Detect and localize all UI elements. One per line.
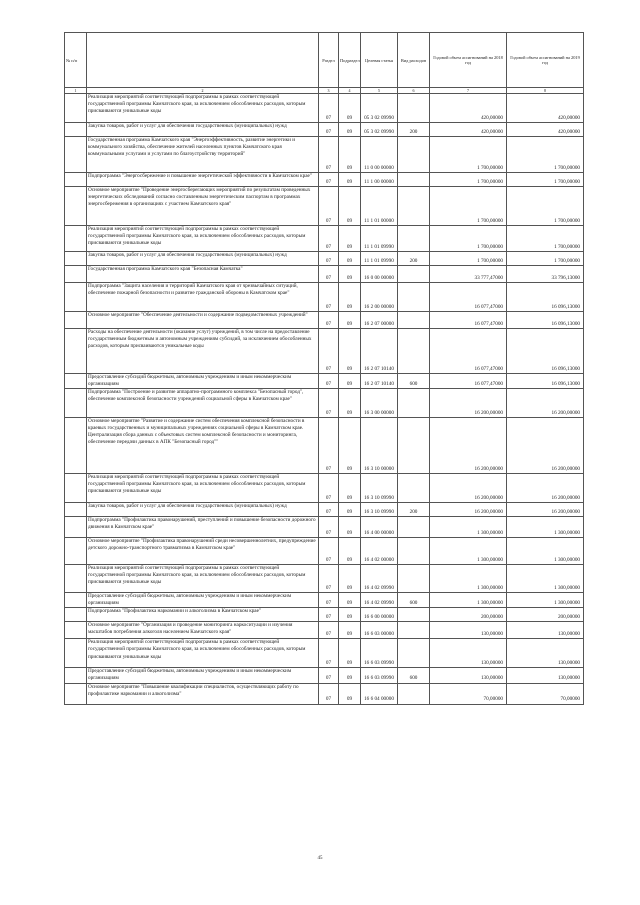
row-number-cell xyxy=(65,418,87,474)
row-name: Реализация мероприятий соответствующей подпрограммы в рамках соответствующей государственной программы Камчатского края, за исключением обособленных расходов, которым присваиваются уникальные коды xyxy=(87,94,319,123)
row-section: 07 xyxy=(319,283,339,312)
row-name: Основное мероприятие "Проведение энергосберегающих мероприятий по результатам проведенных энергетических обследований согласно составленным энергетическим паспортам в программах энергосбережения в организациях с участием Камчатского края" xyxy=(87,187,319,226)
row-name: Подпрограмма "Защита населения и территорий Камчатского края от чрезвычайных ситуаций, обеспечение пожарной безопасности и развитие гражданской обороны в Камчатском крае" xyxy=(87,283,319,312)
row-volume-2019: 130,00000 xyxy=(507,639,584,668)
row-section: 07 xyxy=(319,474,339,503)
row-target-article: 16 4 02 09990 xyxy=(361,593,398,608)
row-volume-2019: 16 200,00000 xyxy=(507,389,584,418)
row-name: Подпрограмма "Профилактика правонарушений, преступлений и повышение безопасности дорожного движения в Камчатском крае" xyxy=(87,517,319,538)
row-target-article: 16 0 00 00000 xyxy=(361,266,398,283)
row-section: 07 xyxy=(319,312,339,329)
row-volume-2019: 420,00000 xyxy=(507,123,584,137)
row-number-cell xyxy=(65,517,87,538)
row-number-cell xyxy=(65,266,87,283)
row-number-cell xyxy=(65,252,87,266)
row-target-article: 05 3 02 09990 xyxy=(361,123,398,137)
row-target-article: 16 2 00 00000 xyxy=(361,283,398,312)
table-row xyxy=(65,252,584,266)
row-name: Реализация мероприятий соответствующей подпрограммы в рамках соответствующей государственной программы Камчатского края, за исключением обособленных расходов, которым присваиваются уникальные коды xyxy=(87,474,319,503)
column-number: 3 xyxy=(319,88,339,94)
row-volume-2019: 1 700,00000 xyxy=(507,137,584,173)
row-volume-2018: 1 300,00000 xyxy=(430,538,507,565)
row-subsection: 09 xyxy=(339,565,361,593)
row-expense-type: 200 xyxy=(398,123,430,137)
row-volume-2018: 420,00000 xyxy=(430,94,507,123)
row-number-cell xyxy=(65,503,87,517)
row-subsection: 09 xyxy=(339,389,361,418)
row-name: Основное мероприятие "Развитие и содержание систем обеспечения комплексной безопасности в краевых государственных и муниципальных учреждениях социальной сферы в Камчатском крае. Централизация сбора данных с объектовых систем комплексной безопасности и мониторинга, обеспечение передачи данных в АПК "Безопасный город"" xyxy=(87,418,319,474)
row-volume-2018: 1 300,00000 xyxy=(430,565,507,593)
row-subsection: 09 xyxy=(339,622,361,639)
row-section: 07 xyxy=(319,503,339,517)
row-volume-2018: 420,00000 xyxy=(430,123,507,137)
row-target-article: 16 3 10 09990 xyxy=(361,474,398,503)
row-number-cell xyxy=(65,608,87,622)
row-expense-type: 600 xyxy=(398,668,430,683)
row-section: 07 xyxy=(319,668,339,683)
column-number: 7 xyxy=(430,88,507,94)
row-volume-2019: 1 300,00000 xyxy=(507,565,584,593)
row-expense-type xyxy=(398,137,430,173)
header-volume-2018: Годовой объем ассигнований на 2018 год xyxy=(430,33,507,88)
row-volume-2019: 130,00000 xyxy=(507,668,584,683)
row-volume-2018: 16 200,00000 xyxy=(430,389,507,418)
row-volume-2018: 1 700,00000 xyxy=(430,137,507,173)
row-volume-2019: 420,00000 xyxy=(507,94,584,123)
row-expense-type xyxy=(398,329,430,374)
table-row xyxy=(65,173,584,187)
row-expense-type xyxy=(398,565,430,593)
table-row xyxy=(65,503,584,517)
row-section: 07 xyxy=(319,622,339,639)
header-volume-2019: Годовой объем ассигнований на 2019 год xyxy=(507,33,584,88)
row-expense-type: 600 xyxy=(398,374,430,389)
row-target-article: 16 2 07 00000 xyxy=(361,312,398,329)
table-row xyxy=(65,683,584,704)
row-section: 07 xyxy=(319,94,339,123)
row-number-cell xyxy=(65,639,87,668)
table-row xyxy=(65,474,584,503)
row-number-cell xyxy=(65,374,87,389)
row-expense-type xyxy=(398,538,430,565)
row-expense-type xyxy=(398,94,430,123)
row-number-cell xyxy=(65,329,87,374)
row-number-cell xyxy=(65,187,87,226)
row-subsection: 09 xyxy=(339,418,361,474)
table-row xyxy=(65,593,584,608)
table-row xyxy=(65,266,584,283)
row-expense-type: 200 xyxy=(398,252,430,266)
table-row xyxy=(65,226,584,252)
row-expense-type: 200 xyxy=(398,503,430,517)
row-number-cell xyxy=(65,622,87,639)
table-row xyxy=(65,389,584,418)
row-volume-2019: 70,00000 xyxy=(507,683,584,704)
row-volume-2019: 16 096,13000 xyxy=(507,312,584,329)
table-row xyxy=(65,622,584,639)
row-number-cell xyxy=(65,593,87,608)
row-section: 07 xyxy=(319,639,339,668)
row-expense-type xyxy=(398,173,430,187)
row-volume-2018: 130,00000 xyxy=(430,622,507,639)
row-subsection: 09 xyxy=(339,283,361,312)
table-row xyxy=(65,517,584,538)
row-volume-2018: 130,00000 xyxy=(430,639,507,668)
row-subsection: 09 xyxy=(339,173,361,187)
row-subsection: 09 xyxy=(339,608,361,622)
row-subsection: 09 xyxy=(339,517,361,538)
row-name: Предоставление субсидий бюджетным, автономным учреждениям и иным некоммерческим организациям xyxy=(87,593,319,608)
table-row xyxy=(65,668,584,683)
row-subsection: 09 xyxy=(339,593,361,608)
row-volume-2018: 16 077,47000 xyxy=(430,329,507,374)
row-name: Подпрограмма "Энергосбережение и повышение энергетической эффективности в Камчатском крае" xyxy=(87,173,319,187)
row-expense-type xyxy=(398,622,430,639)
row-subsection: 09 xyxy=(339,266,361,283)
row-number-cell xyxy=(65,283,87,312)
row-target-article: 05 3 02 09990 xyxy=(361,94,398,123)
table-header-row xyxy=(65,33,584,88)
row-number-cell xyxy=(65,312,87,329)
row-expense-type xyxy=(398,639,430,668)
row-target-article: 16 3 10 00000 xyxy=(361,418,398,474)
row-number-cell xyxy=(65,668,87,683)
row-subsection: 09 xyxy=(339,226,361,252)
table-row xyxy=(65,94,584,123)
column-number: 1 xyxy=(65,88,87,94)
row-number-cell xyxy=(65,173,87,187)
row-name: Закупка товаров, работ и услуг для обеспечения государственных (муниципальных) нужд xyxy=(87,252,319,266)
row-subsection: 09 xyxy=(339,329,361,374)
table-row xyxy=(65,565,584,593)
row-name: Реализация мероприятий соответствующей подпрограммы в рамках соответствующей государственной программы Камчатского края, за исключением обособленных расходов, которым присваиваются уникальные коды xyxy=(87,639,319,668)
row-expense-type xyxy=(398,474,430,503)
row-name: Государственная программа Камчатского края "Безопасная Камчатка" xyxy=(87,266,319,283)
row-target-article: 16 6 03 09990 xyxy=(361,668,398,683)
header-section: Раздел xyxy=(319,33,339,88)
row-subsection: 09 xyxy=(339,123,361,137)
row-expense-type xyxy=(398,266,430,283)
row-section: 07 xyxy=(319,608,339,622)
row-expense-type xyxy=(398,517,430,538)
row-expense-type xyxy=(398,389,430,418)
row-section: 07 xyxy=(319,374,339,389)
column-number: 4 xyxy=(339,88,361,94)
row-expense-type xyxy=(398,608,430,622)
row-volume-2018: 1 700,00000 xyxy=(430,173,507,187)
row-number-cell xyxy=(65,474,87,503)
row-target-article: 16 6 04 00000 xyxy=(361,683,398,704)
table-row xyxy=(65,283,584,312)
row-target-article: 16 4 02 09990 xyxy=(361,565,398,593)
row-volume-2018: 33 777,47000 xyxy=(430,266,507,283)
row-subsection: 09 xyxy=(339,374,361,389)
row-target-article: 11 1 01 00000 xyxy=(361,187,398,226)
page-number: 45 xyxy=(317,856,323,861)
row-target-article: 11 1 00 00000 xyxy=(361,173,398,187)
row-volume-2018: 16 077,47000 xyxy=(430,374,507,389)
row-expense-type xyxy=(398,683,430,704)
row-name: Основное мероприятие "Повышение квалификации специалистов, осуществляющих работу по профилактике наркомании и алкоголизма" xyxy=(87,683,319,704)
row-name: Основное мероприятие "Профилактика правонарушений среди несовершеннолетних, предупреждение детского дорожно-транспортного травматизма в Камчатском крае" xyxy=(87,538,319,565)
row-volume-2018: 1 300,00000 xyxy=(430,593,507,608)
row-section: 07 xyxy=(319,173,339,187)
row-volume-2019: 1 700,00000 xyxy=(507,252,584,266)
row-name: Предоставление субсидий бюджетным, автономным учреждениям и иным некоммерческим организациям xyxy=(87,668,319,683)
row-volume-2019: 16 200,00000 xyxy=(507,503,584,517)
row-volume-2019: 200,00000 xyxy=(507,608,584,622)
row-subsection: 09 xyxy=(339,668,361,683)
row-volume-2018: 130,00000 xyxy=(430,668,507,683)
row-number-cell xyxy=(65,137,87,173)
row-number-cell xyxy=(65,226,87,252)
row-target-article: 16 6 03 09990 xyxy=(361,639,398,668)
row-name: Закупка товаров, работ и услуг для обеспечения государственных (муниципальных) нужд xyxy=(87,503,319,517)
header-expense-type: Вид расходов xyxy=(398,33,430,88)
row-target-article: 16 4 00 00000 xyxy=(361,517,398,538)
row-expense-type xyxy=(398,283,430,312)
row-expense-type xyxy=(398,226,430,252)
row-subsection: 09 xyxy=(339,538,361,565)
row-section: 07 xyxy=(319,187,339,226)
row-number-cell xyxy=(65,683,87,704)
row-section: 07 xyxy=(319,137,339,173)
budget-table xyxy=(64,32,584,705)
row-name: Реализация мероприятий соответствующей подпрограммы в рамках соответствующей государственной программы Камчатского края, за исключением обособленных расходов, которым присваиваются уникальные коды xyxy=(87,226,319,252)
row-volume-2019: 1 700,00000 xyxy=(507,173,584,187)
table-row xyxy=(65,329,584,374)
row-name: Основное мероприятие "Организация и проведение мониторинга наркоситуации и изучения масштабов потребления алкоголя населением Камчатского края" xyxy=(87,622,319,639)
header-name xyxy=(87,33,319,88)
row-target-article: 11 0 00 00000 xyxy=(361,137,398,173)
table-row xyxy=(65,608,584,622)
table-row xyxy=(65,374,584,389)
row-target-article: 11 1 01 09990 xyxy=(361,252,398,266)
row-number-cell xyxy=(65,94,87,123)
row-target-article: 16 3 10 09990 xyxy=(361,503,398,517)
row-name: Подпрограмма "Построение и развитие аппаратно-программного комплекса "Безопасный город", обеспечение комплексной безопасности учреждений социальной сферы в Камчатском крае" xyxy=(87,389,319,418)
row-section: 07 xyxy=(319,252,339,266)
row-name: Предоставление субсидий бюджетным, автономным учреждениям и иным некоммерческим организациям xyxy=(87,374,319,389)
header-number: № п/п xyxy=(65,33,87,88)
header-target-article: Целевая статья xyxy=(361,33,398,88)
row-name: Закупка товаров, работ и услуг для обеспечения государственных (муниципальных) нужд xyxy=(87,123,319,137)
row-section: 07 xyxy=(319,226,339,252)
table-row xyxy=(65,418,584,474)
table-row xyxy=(65,538,584,565)
row-target-article: 11 1 01 09990 xyxy=(361,226,398,252)
row-target-article: 16 2 07 10140 xyxy=(361,374,398,389)
row-volume-2019: 16 200,00000 xyxy=(507,474,584,503)
table-body xyxy=(65,94,584,705)
row-subsection: 09 xyxy=(339,312,361,329)
row-subsection: 09 xyxy=(339,639,361,668)
budget-table-sheet xyxy=(64,32,583,705)
row-section: 07 xyxy=(319,266,339,283)
column-number: 8 xyxy=(507,88,584,94)
row-volume-2018: 16 200,00000 xyxy=(430,418,507,474)
row-section: 07 xyxy=(319,123,339,137)
row-volume-2018: 16 200,00000 xyxy=(430,503,507,517)
row-target-article: 16 3 00 00000 xyxy=(361,389,398,418)
row-target-article: 16 4 02 00000 xyxy=(361,538,398,565)
row-section: 07 xyxy=(319,593,339,608)
row-number-cell xyxy=(65,565,87,593)
header-subsection: Подраздел xyxy=(339,33,361,88)
table-row xyxy=(65,639,584,668)
row-number-cell xyxy=(65,538,87,565)
row-name: Основное мероприятие "Обеспечение деятельности и содержание подведомственных учреждений" xyxy=(87,312,319,329)
row-name: Расходы на обеспечение деятельности (оказание услуг) учреждений, в том числе на предоставление государственным бюджетным и автономным учреждениям субсидий, за исключением обособленных расходов, которым присваиваются уникальные коды xyxy=(87,329,319,374)
row-volume-2018: 1 700,00000 xyxy=(430,226,507,252)
row-subsection: 09 xyxy=(339,474,361,503)
row-target-article: 16 6 03 00000 xyxy=(361,622,398,639)
table-row xyxy=(65,137,584,173)
row-volume-2018: 70,00000 xyxy=(430,683,507,704)
row-section: 07 xyxy=(319,329,339,374)
row-target-article: 16 2 07 10140 xyxy=(361,329,398,374)
row-expense-type: 600 xyxy=(398,593,430,608)
row-volume-2019: 1 300,00000 xyxy=(507,538,584,565)
row-volume-2019: 16 096,13000 xyxy=(507,329,584,374)
column-number: 5 xyxy=(361,88,398,94)
row-section: 07 xyxy=(319,517,339,538)
row-volume-2018: 16 077,47000 xyxy=(430,283,507,312)
row-volume-2018: 1 700,00000 xyxy=(430,187,507,226)
row-section: 07 xyxy=(319,683,339,704)
row-volume-2018: 1 700,00000 xyxy=(430,252,507,266)
row-subsection: 09 xyxy=(339,94,361,123)
table-row xyxy=(65,123,584,137)
row-section: 07 xyxy=(319,565,339,593)
row-volume-2018: 200,00000 xyxy=(430,608,507,622)
row-subsection: 09 xyxy=(339,503,361,517)
row-volume-2018: 16 077,47000 xyxy=(430,312,507,329)
row-expense-type xyxy=(398,312,430,329)
row-section: 07 xyxy=(319,389,339,418)
row-section: 07 xyxy=(319,418,339,474)
row-subsection: 09 xyxy=(339,252,361,266)
row-volume-2018: 1 300,00000 xyxy=(430,517,507,538)
row-volume-2019: 130,00000 xyxy=(507,622,584,639)
row-volume-2019: 1 300,00000 xyxy=(507,593,584,608)
table-row xyxy=(65,312,584,329)
row-name: Реализация мероприятий соответствующей подпрограммы в рамках соответствующей государственной программы Камчатского края, за исключением обособленных расходов, которым присваиваются уникальные коды xyxy=(87,565,319,593)
row-volume-2019: 33 796,13000 xyxy=(507,266,584,283)
row-volume-2019: 16 096,13000 xyxy=(507,283,584,312)
column-number: 6 xyxy=(398,88,430,94)
row-volume-2019: 16 096,13000 xyxy=(507,374,584,389)
row-number-cell xyxy=(65,389,87,418)
row-name: Подпрограмма "Профилактика наркомании и алкоголизма в Камчатском крае" xyxy=(87,608,319,622)
row-subsection: 09 xyxy=(339,187,361,226)
row-section: 07 xyxy=(319,538,339,565)
row-target-article: 16 6 00 00000 xyxy=(361,608,398,622)
row-expense-type xyxy=(398,187,430,226)
row-volume-2018: 16 200,00000 xyxy=(430,474,507,503)
row-name: Государственная программа Камчатского края "Энергоэффективность, развитие энергетики и коммунального хозяйства, обеспечение жителей населенных пунктов Камчатского края коммунальными услугами и услугами по благоустройству территорий" xyxy=(87,137,319,173)
row-volume-2019: 1 300,00000 xyxy=(507,517,584,538)
table-row xyxy=(65,187,584,226)
row-volume-2019: 16 200,00000 xyxy=(507,418,584,474)
row-number-cell xyxy=(65,123,87,137)
row-volume-2019: 1 700,00000 xyxy=(507,226,584,252)
row-subsection: 09 xyxy=(339,137,361,173)
row-expense-type xyxy=(398,418,430,474)
column-number: 2 xyxy=(87,88,319,94)
row-subsection: 09 xyxy=(339,683,361,704)
row-volume-2019: 1 700,00000 xyxy=(507,187,584,226)
